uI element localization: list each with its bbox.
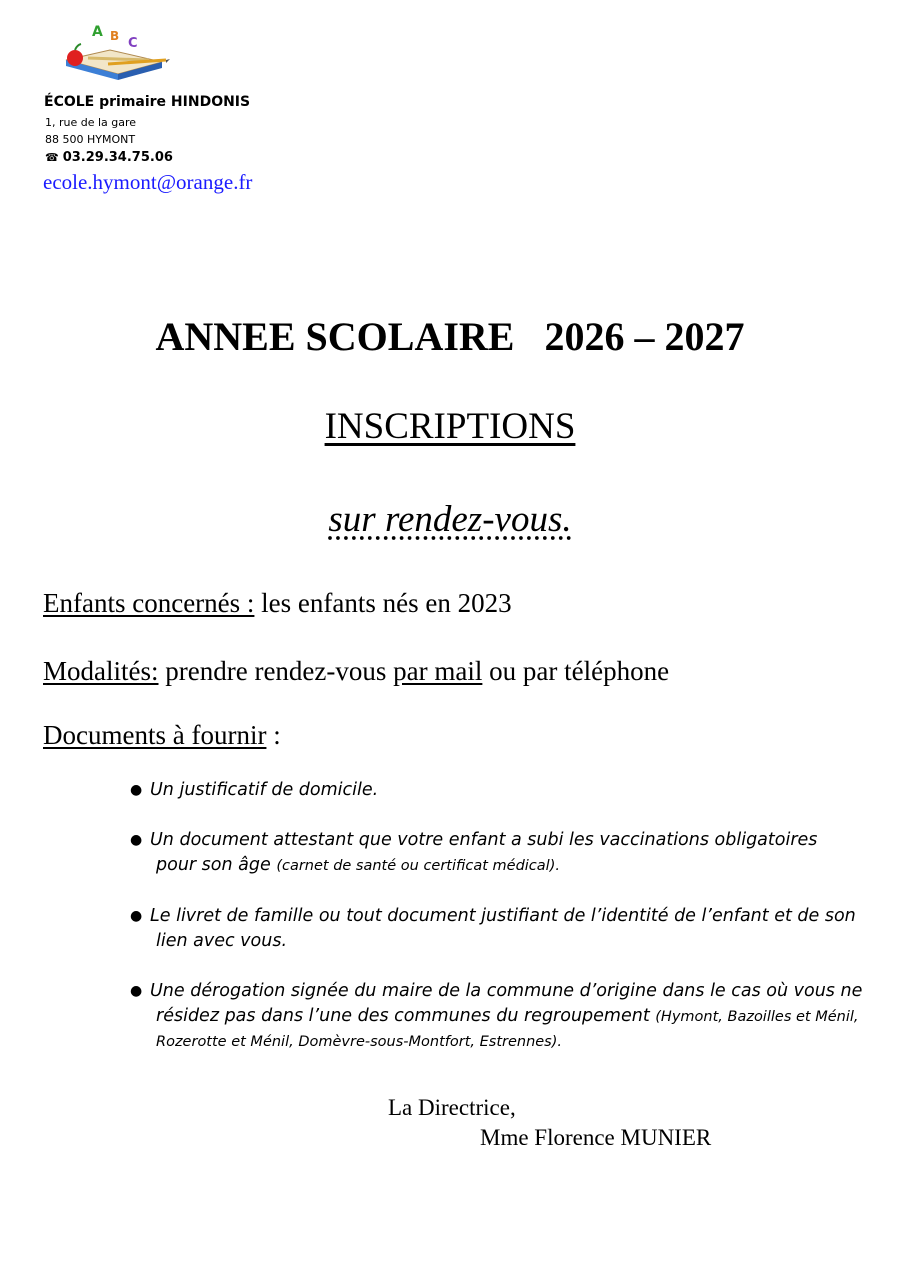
documents-list — [130, 778, 870, 1080]
bullet-text-4-note-2: Rozerotte et Ménil, Domèvre-sous-Montfort, Estrennes). — [156, 1034, 563, 1050]
signature-name: Mme Florence MUNIER — [480, 1125, 712, 1150]
children-label: Enfants concernés : — [43, 588, 255, 618]
bullet-text-3-line-1: Le livret de famille ou tout document justifiant de l’identité de l’enfant et de son — [150, 906, 856, 926]
phone-number: 03.29.34.75.06 — [62, 150, 173, 165]
address-line-1: 1, rue de la gare — [45, 116, 137, 129]
phone — [45, 150, 173, 165]
bullet-text-2-line-1: Un document attestant que votre enfant a subi les vaccinations obligatoires — [150, 830, 818, 850]
signature-role: La Directrice, — [388, 1095, 516, 1120]
list-item — [130, 828, 870, 879]
modalities-text-2: ou par téléphone — [482, 656, 670, 686]
documents-row — [43, 720, 281, 751]
documents-suffix: : — [266, 720, 281, 750]
list-item — [130, 904, 870, 954]
bullet-text-4-note-1: (Hymont, Bazoilles et Ménil, — [655, 1009, 859, 1025]
modalities-row — [43, 656, 669, 687]
modalities-text-1: prendre rendez-vous — [158, 656, 394, 686]
documents-label: Documents à fournir — [43, 720, 267, 750]
children-row — [43, 588, 512, 619]
bullet-text-2-line-2: pour son âge — [156, 855, 277, 875]
logo-letter-c: C — [128, 36, 138, 51]
list-item — [130, 979, 870, 1055]
bullet-text-2-note: (carnet de santé ou certificat médical). — [276, 858, 560, 874]
modalities-label: Modalités: — [43, 656, 159, 686]
bullet-icon: ● — [130, 908, 143, 924]
subtitle: INSCRIPTIONS — [324, 406, 576, 447]
email-link[interactable]: ecole.hymont@orange.fr — [43, 170, 253, 194]
bullet-icon: ● — [130, 983, 143, 999]
phone-icon: ☎ — [45, 151, 59, 164]
list-item — [130, 778, 870, 803]
mail-link[interactable]: par mail — [393, 656, 483, 686]
appointment-note: sur rendez-vous. — [328, 499, 572, 540]
bullet-text-4-line-1: Une dérogation signée du maire de la commune d’origine dans le cas où vous ne — [150, 981, 863, 1001]
logo-letter-b: B — [110, 29, 120, 43]
children-text: les enfants nés en 2023 — [254, 588, 512, 618]
bullet-icon: ● — [130, 782, 143, 798]
bullet-text-1: Un justificatif de domicile. — [150, 780, 379, 800]
address-line-2: 88 500 HYMONT — [45, 133, 136, 146]
page-title: ANNEE SCOLAIRE 2026 – 2027 — [155, 314, 745, 359]
bullet-icon: ● — [130, 832, 143, 848]
logo-letter-a: A — [92, 24, 103, 40]
school-logo-abc-icon — [58, 20, 170, 98]
bullet-text-4-line-2: résidez pas dans l’une des communes du regroupement — [156, 1006, 656, 1026]
school-name: ÉCOLE primaire HINDONIS — [44, 94, 251, 110]
bullet-text-3-line-2: lien avec vous. — [156, 931, 288, 951]
